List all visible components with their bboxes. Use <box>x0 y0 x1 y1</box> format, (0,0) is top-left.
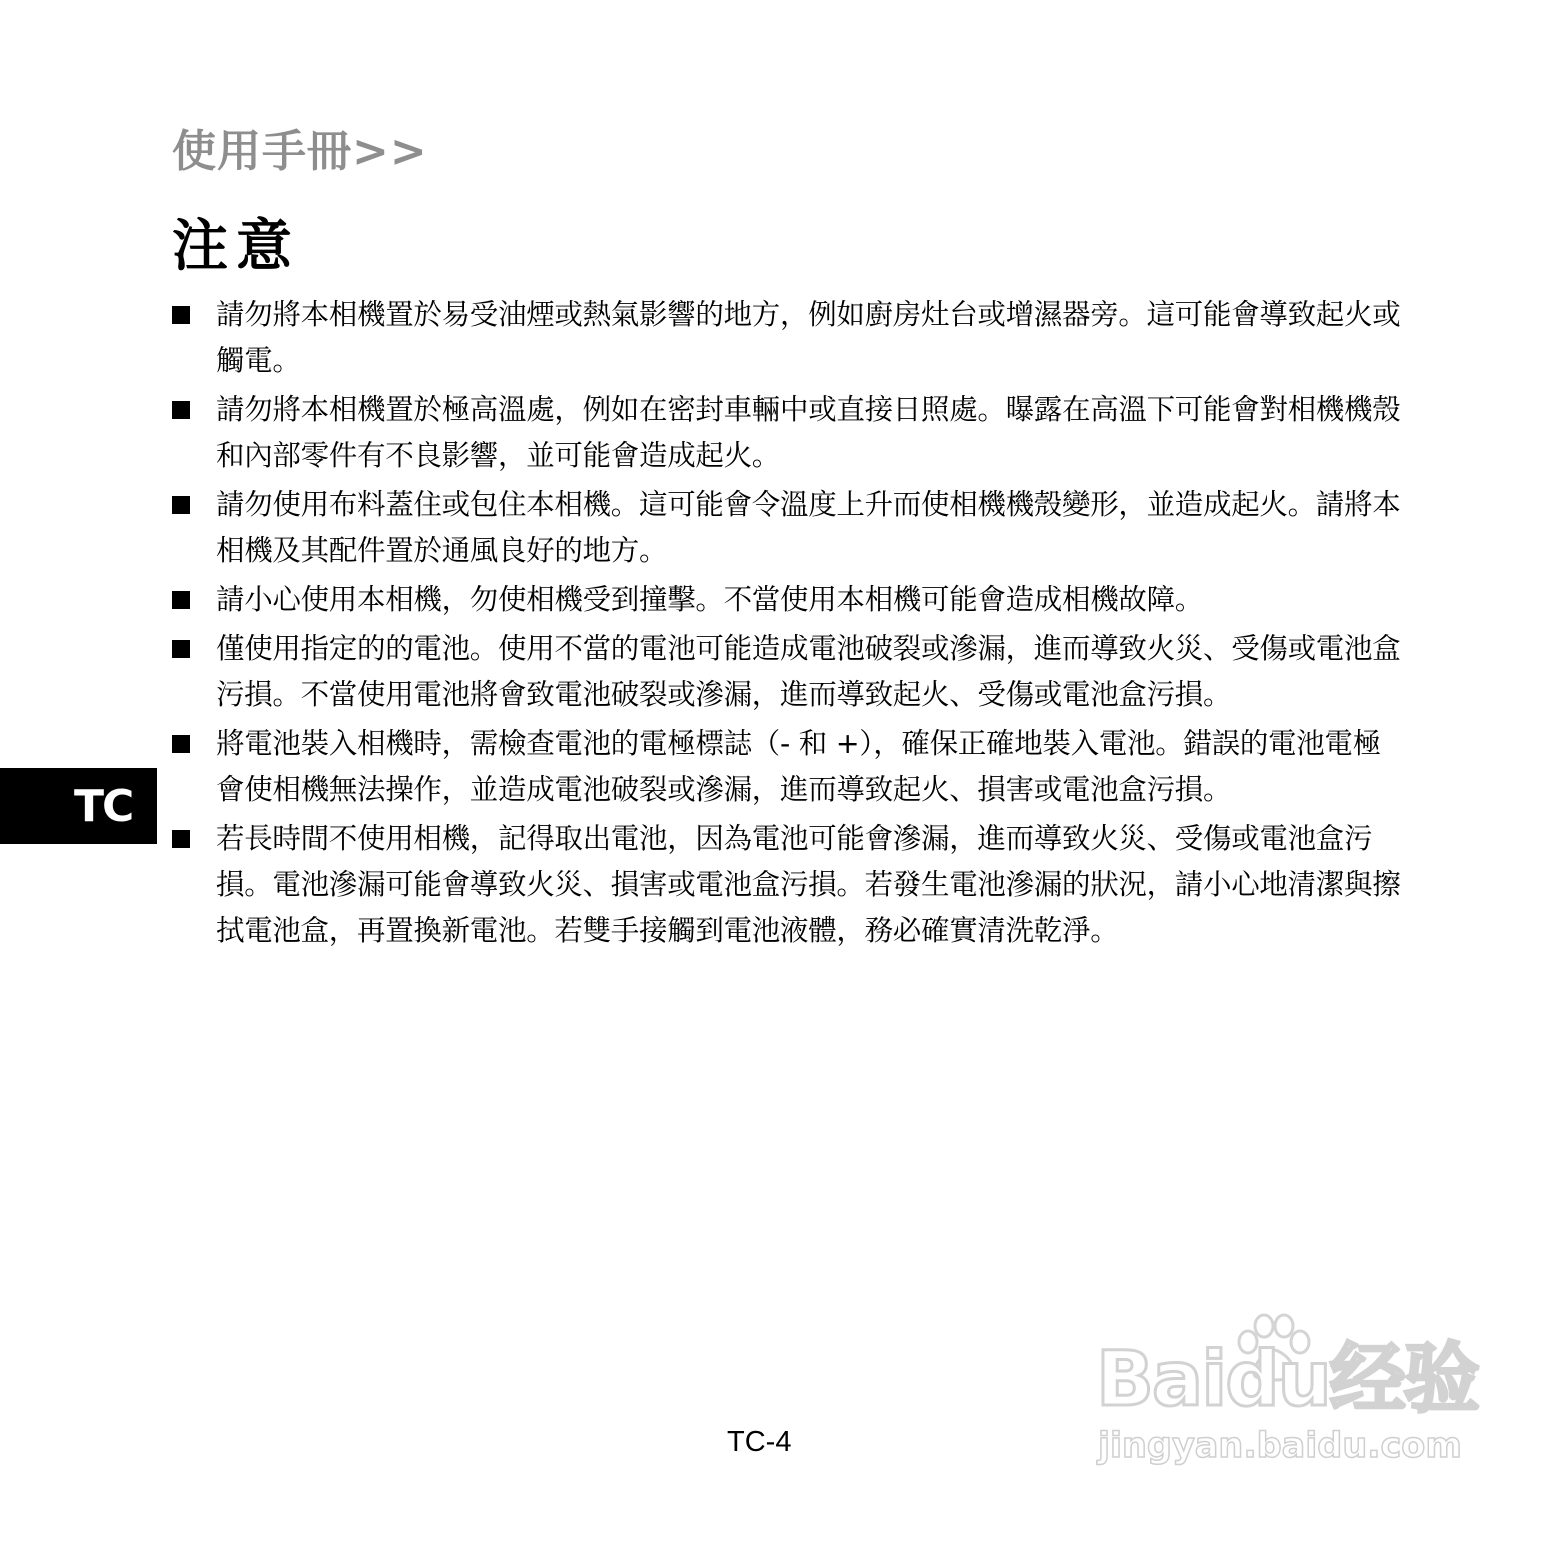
list-item-text: 僅使用指定的的電池。使用不當的電池可能造成電池破裂或滲漏，進而導致火災、受傷或電池盒污損。不當使用電池將會致電池破裂或滲漏，進而導致起火、受傷或電池盒污損。 <box>216 632 1401 711</box>
square-bullet-icon <box>172 591 190 609</box>
list-item <box>172 387 1402 479</box>
list-item-text: 請勿將本相機置於易受油煙或熱氣影響的地方，例如廚房灶台或增濕器旁。這可能會導致起火或觸電。 <box>216 298 1401 377</box>
watermark-logo-text: Baidu经验 <box>1096 1334 1478 1423</box>
square-bullet-icon <box>172 735 190 753</box>
list-item-text: 請勿使用布料蓋住或包住本相機。這可能會令溫度上升而使相機機殼變形，並造成起火。請將本相機及其配件置於通風良好的地方。 <box>216 488 1401 567</box>
caution-list <box>172 292 1402 957</box>
list-item-text: 請勿將本相機置於極高溫處，例如在密封車輛中或直接日照處。曝露在高溫下可能會對相機機殼和內部零件有不良影響，並可能會造成起火。 <box>216 393 1401 472</box>
list-item <box>172 292 1402 384</box>
list-item <box>172 482 1402 574</box>
square-bullet-icon <box>172 640 190 658</box>
list-item-text: 請小心使用本相機，勿使相機受到撞擊。不當使用本相機可能會造成相機故障。 <box>216 583 1204 616</box>
square-bullet-icon <box>172 401 190 419</box>
language-tab <box>0 768 157 844</box>
square-bullet-icon <box>172 496 190 514</box>
baidu-watermark <box>1092 1312 1478 1482</box>
list-item <box>172 721 1402 813</box>
list-item <box>172 577 1402 623</box>
list-item-text: 若長時間不使用相機，記得取出電池，因為電池可能會滲漏，進而導致火災、受傷或電池盒污損。電池滲漏可能會導致火災、損害或電池盒污損。若發生電池滲漏的狀況，請小心地清潔與擦拭電池盒，再置換新電池。若雙手接觸到電池液體，務必確實清洗乾淨。 <box>216 822 1401 947</box>
list-item-text: 將電池裝入相機時，需檢查電池的電極標誌（- 和 +），確保正確地裝入電池。錯誤的電池電極會使相機無法操作，並造成電池破裂或滲漏，進而導致起火、損害或電池盒污損。 <box>216 727 1381 806</box>
list-item <box>172 626 1402 718</box>
square-bullet-icon <box>172 306 190 324</box>
breadcrumb: 使用手冊>> <box>172 126 428 177</box>
watermark-url: jingyan.baidu.com <box>1098 1426 1462 1466</box>
list-item <box>172 816 1402 954</box>
page-title: 注意 <box>172 214 300 279</box>
language-tab-label: TC <box>74 781 133 832</box>
square-bullet-icon <box>172 830 190 848</box>
page-number: TC-4 <box>727 1426 792 1458</box>
